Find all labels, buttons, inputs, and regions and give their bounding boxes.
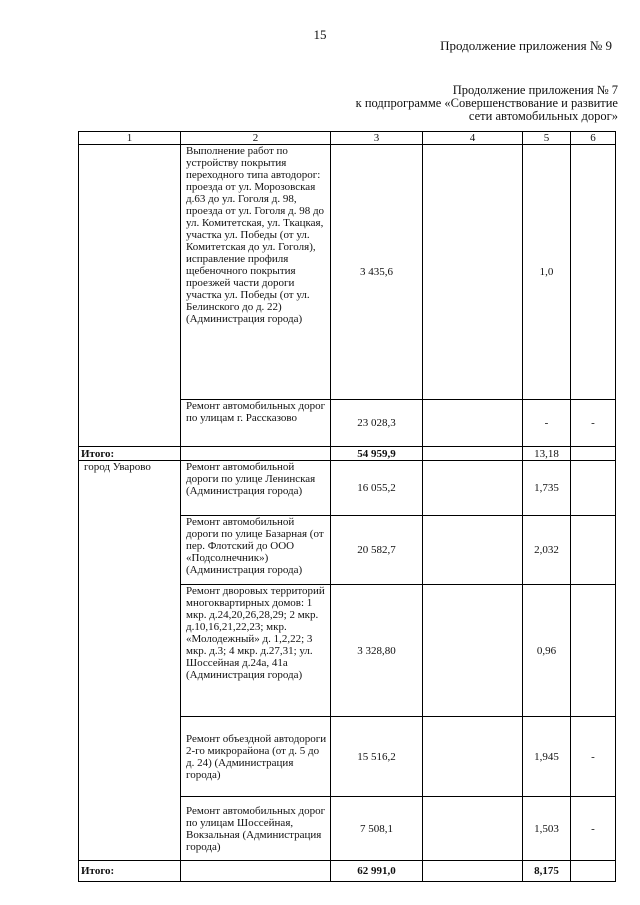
table-row (79, 145, 616, 400)
header-line-2: к подпрограмме «Совершенствование и развитие (355, 96, 618, 110)
empty-cell (571, 861, 616, 882)
col6-cell: - (571, 400, 616, 447)
amount-cell: 20 582,7 (331, 516, 423, 585)
work-description: Ремонт автомобильной дороги по улице Базарная (от пер. Флотский до ООО «Подсолнечник») (Администрация города) (181, 516, 331, 585)
city-cell-empty (79, 145, 181, 447)
col6-cell (571, 461, 616, 516)
col-number: 3 (331, 132, 423, 145)
appendix-9-heading: Продолжение приложения № 9 (440, 38, 612, 53)
col-number: 6 (571, 132, 616, 145)
appendix-7-header (356, 84, 618, 123)
work-description: Ремонт дворовых территорий многоквартирных домов: 1 мкр. д.24,20,26,28,29; 2 мкр. д.10,16,21,22,23; мкр. «Молодежный» д. 1,2,22; 3 мкр. д.3; 4 мкр. д.27,31; ул. Шоссейная д.24а, 41а (Администрация города) (181, 585, 331, 717)
amount-cell: 23 028,3 (331, 400, 423, 447)
total-row (79, 447, 616, 461)
col6-cell: - (571, 717, 616, 797)
work-description: Ремонт автомобильных дорог по улицам Шоссейная, Вокзальная (Администрация города) (181, 797, 331, 861)
header-line-3: сети автомобильных дорог» (468, 109, 618, 123)
amount-cell: 16 055,2 (331, 461, 423, 516)
table-row (79, 461, 616, 516)
total-row (79, 861, 616, 882)
col4-cell (423, 400, 523, 447)
col4-cell (423, 717, 523, 797)
amount-cell: 15 516,2 (331, 717, 423, 797)
amount-cell: 7 508,1 (331, 797, 423, 861)
col6-cell: - (571, 797, 616, 861)
column-numbers-row (79, 132, 616, 145)
total-label: Итого: (79, 447, 181, 461)
length-cell: 2,032 (523, 516, 571, 585)
col4-cell (423, 516, 523, 585)
col4-cell (423, 585, 523, 717)
col-number: 4 (423, 132, 523, 145)
program-table (78, 131, 616, 882)
length-cell: 1,945 (523, 717, 571, 797)
empty-cell (423, 447, 523, 461)
amount-cell: 3 435,6 (331, 145, 423, 400)
page-number: 15 (313, 27, 327, 42)
length-cell: 1,503 (523, 797, 571, 861)
empty-cell (181, 861, 331, 882)
work-description: Выполнение работ по устройству покрытия переходного типа автодорог: проезда от ул. Морозовская д.63 до ул. Гоголя д. 98, проезда от ул. Гоголя д. 98 до ул. Комитетская, ул. Ткацкая, участка ул. Победы (от ул. Комитетская до ул. Гоголя), исправление профиля щебеночного покрытия проезжей части дороги участка ул. Победы (от ул. Белинского до д. 22) (Администрация города) (181, 145, 331, 400)
col4-cell (423, 145, 523, 400)
city-cell: город Уварово (79, 461, 181, 861)
total-length: 8,175 (523, 861, 571, 882)
length-cell: - (523, 400, 571, 447)
total-length: 13,18 (523, 447, 571, 461)
total-amount: 62 991,0 (331, 861, 423, 882)
total-amount: 54 959,9 (331, 447, 423, 461)
col4-cell (423, 461, 523, 516)
col6-cell (571, 516, 616, 585)
length-cell: 0,96 (523, 585, 571, 717)
work-description: Ремонт объездной автодороги 2-го микрорайона (от д. 5 до д. 24) (Администрация города) (181, 717, 331, 797)
empty-cell (571, 447, 616, 461)
col6-cell (571, 145, 616, 400)
col6-cell (571, 585, 616, 717)
work-description: Ремонт автомобильных дорог по улицам г. Рассказово (181, 400, 331, 447)
length-cell: 1,735 (523, 461, 571, 516)
length-cell: 1,0 (523, 145, 571, 400)
amount-cell: 3 328,80 (331, 585, 423, 717)
empty-cell (181, 447, 331, 461)
header-line-1: Продолжение приложения № 7 (452, 83, 618, 97)
total-label: Итого: (79, 861, 181, 882)
col-number: 5 (523, 132, 571, 145)
empty-cell (423, 861, 523, 882)
col-number: 1 (79, 132, 181, 145)
work-description: Ремонт автомобильной дороги по улице Ленинская (Администрация города) (181, 461, 331, 516)
col-number: 2 (181, 132, 331, 145)
col4-cell (423, 797, 523, 861)
